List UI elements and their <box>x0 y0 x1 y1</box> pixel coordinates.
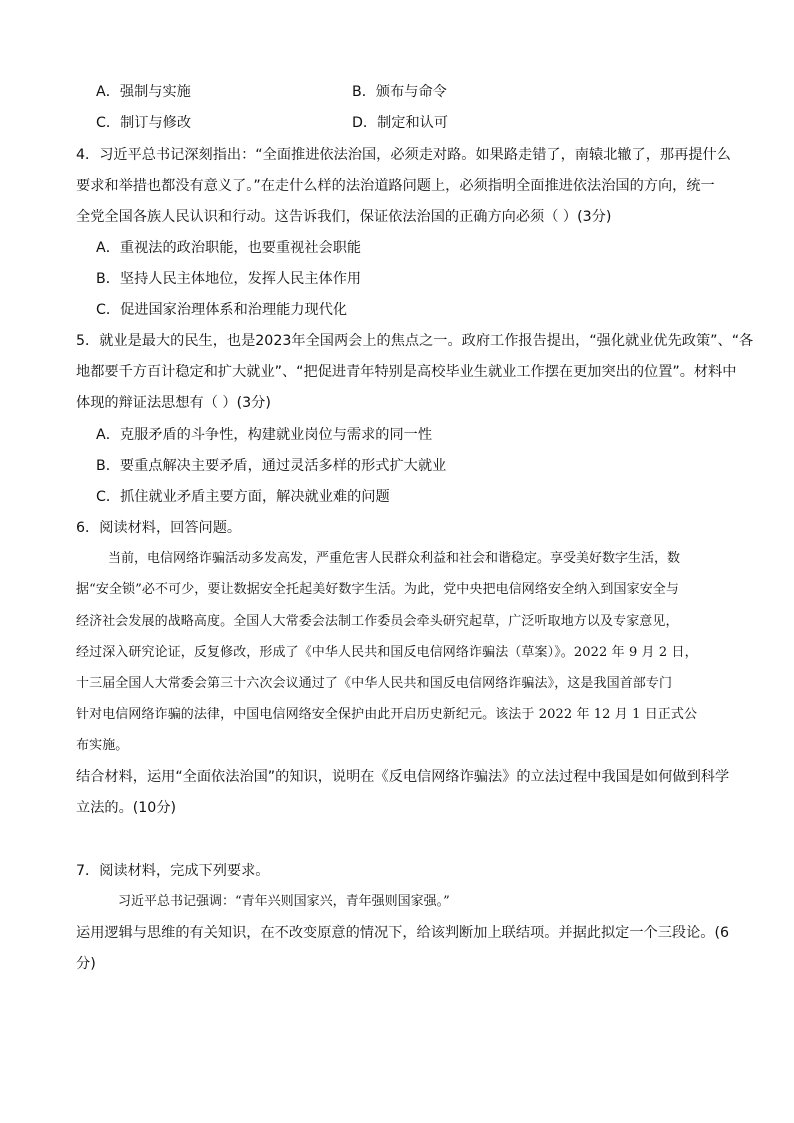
q7-title: 7．阅读材料，完成下列要求。 <box>76 863 270 879</box>
q5-stem-line-2: 地都要千方百计稳定和扩大就业”、“把促进青年特别是高校毕业生就业工作摆在更加突出的位置”。材料中 <box>76 364 737 380</box>
q6-material-line-7: 布实施。 <box>76 738 129 753</box>
q3-option-c: C．制订与修改 <box>96 115 192 131</box>
q6-material-line-5: 十三届全国人大常委会第三十六次会议通过了《中华人民共和国反电信网络诈骗法》，这是我国首部专门 <box>76 676 673 691</box>
q5-option-b: B．要重点解决主要矛盾，通过灵活多样的形式扩大就业 <box>96 458 447 474</box>
q6-question-line-2: 立法的。(10分) <box>76 800 177 816</box>
q5-stem-line-3: 体现的辩证法思想有（ ）(3分) <box>76 395 271 411</box>
q7-quote: 习近平总书记强调：“青年兴则国家兴，青年强则国家强。” <box>118 894 450 909</box>
q5-option-c: C．抓住就业矛盾主要方面，解决就业难的问题 <box>96 489 390 505</box>
q6-material-line-3: 经济社会发展的战略高度。全国人大常委会法制工作委员会牵头研究起草，广泛听取地方以及专家意见， <box>76 614 679 629</box>
q6-material-line-2: 据“安全锁”必不可少，要让数据安全托起美好数字生活。为此，党中央把电信网络安全纳入到国家安全与 <box>76 582 679 597</box>
q3-option-d: D．制定和认可 <box>352 115 449 131</box>
q6-material-line-4: 经过深入研究论证，反复修改，形成了《中华人民共和国反电信网络诈骗法（草案）》。2022 年 9 月 2 日， <box>76 645 698 660</box>
q4-option-c: C．促进国家治理体系和治理能力现代化 <box>96 302 348 318</box>
q6-title: 6．阅读材料，回答问题。 <box>76 520 242 536</box>
q3-option-a: A．强制与实施 <box>96 84 191 100</box>
q6-question-line-1: 结合材料，运用“全面依法治国”的知识，说明在《反电信网络诈骗法》的立法过程中我国是如何做到科学 <box>76 769 730 785</box>
q4-option-b: B．坚持人民主体地位，发挥人民主体作用 <box>96 271 362 287</box>
q5-stem-line-1: 5．就业是最大的民生，也是2023年全国两会上的焦点之一。政府工作报告提出，“强化就业优先政策”、“各 <box>76 333 754 349</box>
q4-option-a: A．重视法的政治职能，也要重视社会职能 <box>96 240 362 256</box>
q4-stem-line-1: 4．习近平总书记深刻指出：“全面推进依法治国，必须走对路。如果路走错了，南辕北辙了，那再提什么 <box>76 147 731 163</box>
q5-option-a: A．克服矛盾的斗争性，构建就业岗位与需求的同一性 <box>96 427 433 443</box>
q4-stem-line-3: 全党全国各族人民认识和行动。这告诉我们，保证依法治国的正确方向必须（ ）(3分) <box>76 209 612 225</box>
q7-question-line-2: 分) <box>76 956 96 972</box>
q4-stem-line-2: 要求和举措也都没有意义了。”在走什么样的法治道路问题上，必须指明全面推进依法治国的方向，统一 <box>76 178 715 194</box>
q7-question-line-1: 运用逻辑与思维的有关知识，在不改变原意的情况下，给该判断加上联结项。并据此拟定一个三段论。(6 <box>76 925 730 941</box>
q3-option-b: B．颁布与命令 <box>352 84 447 100</box>
q6-material-line-6: 针对电信网络诈骗的法律，中国电信网络安全保护由此开启历史新纪元。该法于 2022 年 12 月 1 日正式公 <box>76 707 698 722</box>
q6-material-line-1: 当前，电信网络诈骗活动多发高发，严重危害人民群众利益和社会和谐稳定。享受美好数字生活，数 <box>108 551 681 566</box>
